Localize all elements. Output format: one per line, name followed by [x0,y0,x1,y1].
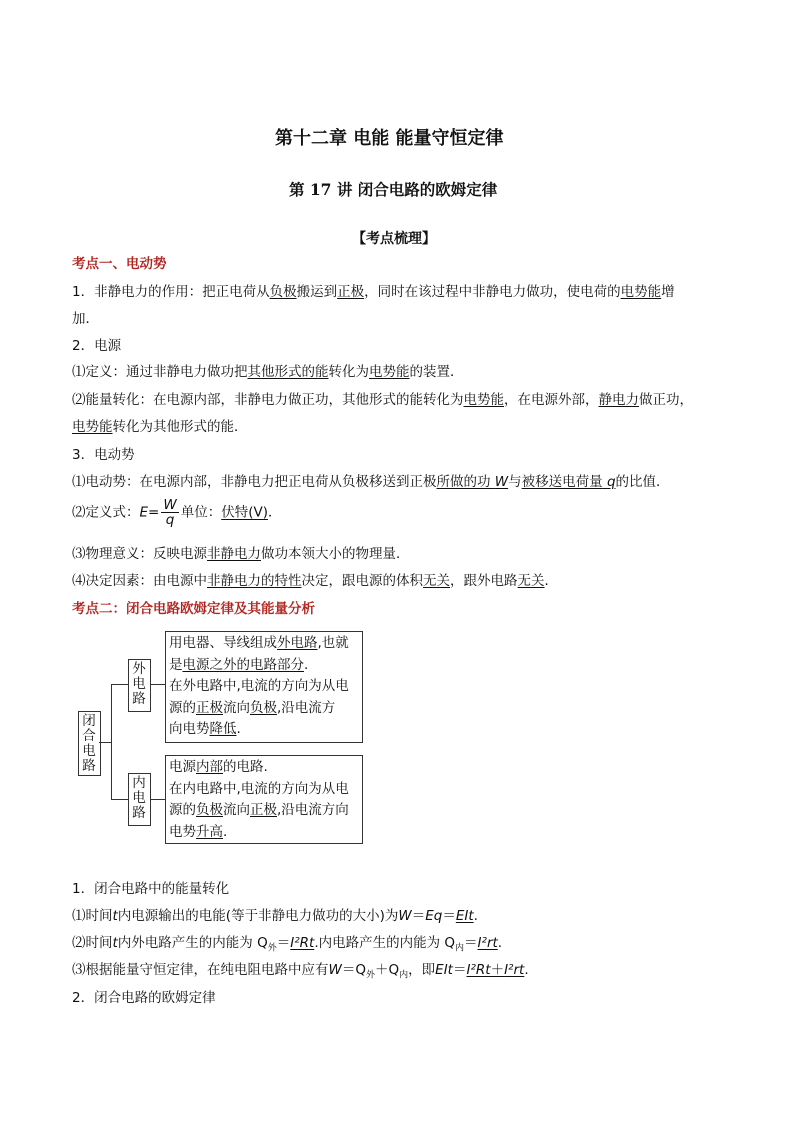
desc-line [169,757,361,779]
point1-heading: 考点一、电动势 [72,256,167,272]
lecture-title: 第 17 讲 闭合电路的欧姆定律 [289,180,498,199]
text: 与 [508,474,522,490]
underline-answer: 电势能 [369,364,410,380]
text: 在外电路中,电流的方向为从电 [169,678,349,694]
p2-line3 [72,931,502,954]
inner-char: 路 [132,805,146,821]
text: 源的 [169,699,196,716]
underline-answer: 电势能 [463,392,504,408]
p1-line6 [72,470,670,490]
formula-answer: I²Rt [466,962,491,978]
text: ⑷决定因素：由电源中 [72,573,207,589]
underline-answer: 正极 [337,284,365,300]
formula: EIt [435,962,453,978]
p1-line1-cont: 加． [72,311,99,327]
desc-line [169,822,361,844]
text: ＋Q [375,962,400,978]
text: ⑴定义：通过非静电力做功把 [72,364,248,380]
desc-line [169,719,361,741]
underline-answer: 被移送电荷量 [521,474,603,490]
chapter-title: 第十二章 电能 能量守恒定律 [275,128,504,149]
connector-line [111,684,112,799]
text: 决定，跟电源的体积 [301,573,423,589]
text: 内电源输出的电能(等于非静电力做功的大小)为 [117,908,399,924]
text: 流向 [223,802,250,818]
fraction-denominator: q [165,512,175,528]
formula-answer: EIt [455,908,474,924]
outer-description [169,633,361,741]
subscript: 外 [366,970,376,981]
text: ＝ [411,908,426,924]
text: 的电路. [223,759,268,775]
text: 单位： [180,504,222,521]
underline-answer: 非静电力 [207,546,261,562]
underline-answer: 降低 [209,721,237,737]
text: ＝ [276,935,291,951]
p1-line4-cont [72,415,248,435]
text: ,沿电流方 [277,699,336,716]
text: ⑴时间 [72,908,113,924]
p1-line9 [72,569,558,589]
text: 转化为 [328,364,369,380]
text: ，跟外电路 [450,573,518,589]
text: 转化为其他形式的能． [112,419,248,435]
text: ＝Q [341,962,366,978]
text: ． [267,504,282,521]
subscript: 内 [455,943,465,954]
underline-answer: 负极 [196,802,223,818]
underline-answer: 负极 [250,699,277,716]
outer-char: 外 [132,661,146,677]
text: ⑶物理意义：反映电源 [72,546,207,562]
underline-answer: 升高 [196,823,223,840]
point2-heading: 考点二：闭合电路欧姆定律及其能量分析 [72,601,315,617]
text: 源的 [169,802,196,818]
fraction-numerator: W [163,497,177,513]
root-char: 闭 [82,713,96,729]
text: ＝ [452,962,467,978]
text: ⑵能量转化：在电源内部，非静电力做正功，其他形式的能转化为 [72,392,464,408]
underline-answer: 内部 [196,759,223,775]
text: . [304,656,309,673]
desc-line [169,800,361,822]
text: 在内电路中,电流的方向为从电 [169,780,349,797]
outer-char: 路 [132,691,146,707]
text: . [236,721,241,737]
desc-line [169,698,361,720]
connector-line [111,684,128,685]
text: ＝ [442,908,456,924]
text: ＋ [490,962,505,978]
p1-line7 [72,498,281,527]
text: 的装置． [409,364,464,380]
connector-line [111,799,128,800]
text: ,沿电流方向 [277,802,349,818]
text: ． [544,573,558,589]
connector-line [99,742,111,743]
text: ＝ [464,935,478,951]
underline-answer: 非静电力的特性 [207,573,302,589]
text: 1．非静电力的作用：把正电荷从 [72,284,270,300]
text: . [473,908,478,924]
underline-answer: 伏特(V) [221,504,268,521]
subscript: 外 [267,943,277,954]
text: 搬运到 [296,284,338,300]
text: ⑵定义式： [72,504,140,521]
text: 向电势 [169,721,210,737]
var-w: W [398,908,412,924]
var-q: q [606,474,616,490]
p2-line1: 1．闭合电路中的能量转化 [72,881,230,897]
underline-answer: 无关 [517,573,545,589]
connector-line [149,799,165,800]
text: 内外电路产生的内能为 Q [117,935,268,951]
inner-char: 电 [132,790,146,806]
p1-line8 [72,542,410,562]
underline-answer: 所做的功 [436,474,491,490]
formula-answer: I²rt [504,962,525,978]
underline-answer: 外电路 [277,635,318,651]
outer-char: 电 [132,676,146,692]
desc-line [169,633,361,655]
underline-answer: 正极 [250,802,277,818]
underline-answer: 负极 [269,284,297,300]
p2-line4 [72,958,529,981]
text: 电源 [169,759,196,775]
p2-line2 [72,904,478,924]
text: . [524,962,529,978]
root-char: 合 [82,728,96,744]
desc-line [169,655,361,677]
root-char: 电 [82,743,96,759]
p1-line1 [72,280,675,300]
underline-answer: 正极 [196,699,223,716]
p1-line4 [72,388,693,408]
text: 做功本领大小的物理量． [261,546,410,562]
underline-answer: 其他形式的能 [247,364,329,380]
inner-char: 内 [132,775,146,791]
text: 流向 [223,699,250,716]
text: 做正功， [639,392,693,408]
text: ⑵时间 [72,935,113,951]
formula-e: E= [139,504,160,521]
var-w: W [328,962,342,978]
desc-line [169,779,361,801]
p2-line5: 2．闭合电路的欧姆定律 [72,990,216,1006]
p1-line5: 3．电动势 [72,447,135,463]
text: 增 [661,284,675,300]
text: ,也就 [317,635,349,651]
text: .内电路产生的内能为 Q [314,935,456,951]
formula: Eq [425,908,443,924]
text: . [497,935,503,951]
underline-answer: 电源之外的电路部分 [182,656,304,673]
text: ⑴电动势：在电源内部，非静电力把正电荷从负极移送到正极 [72,474,437,490]
var-w: W [494,474,509,490]
text: 用电器、导线组成 [169,635,277,651]
fraction [161,498,178,527]
text: 的比值． [615,474,670,490]
underline-answer: 电势能 [620,284,662,300]
text: . [223,823,228,840]
inner-description [169,757,361,843]
var-t: t [112,935,118,951]
text: ，同时在该过程中非静电力做功，使电荷的 [364,284,621,300]
p1-line3 [72,360,464,380]
section-label: 【考点梳理】 [352,231,436,247]
underline-answer: 静电力 [598,392,639,408]
underline-answer: 无关 [423,573,450,589]
connector-line [149,684,165,685]
underline-answer: 电势能 [72,419,113,435]
text: 是 [169,656,183,673]
text: 电势 [169,823,196,840]
text: ，即 [408,962,436,978]
text: ，在电源外部， [504,392,599,408]
desc-line [169,676,361,698]
root-char: 路 [82,758,96,774]
var-t: t [112,908,118,924]
text: ⑶根据能量守恒定律，在纯电阻电路中应有 [72,962,329,978]
formula-answer: I²rt [477,935,498,951]
p1-line2: 2．电源 [72,338,122,354]
formula-answer: I²Rt [290,935,315,951]
subscript: 内 [399,970,409,981]
